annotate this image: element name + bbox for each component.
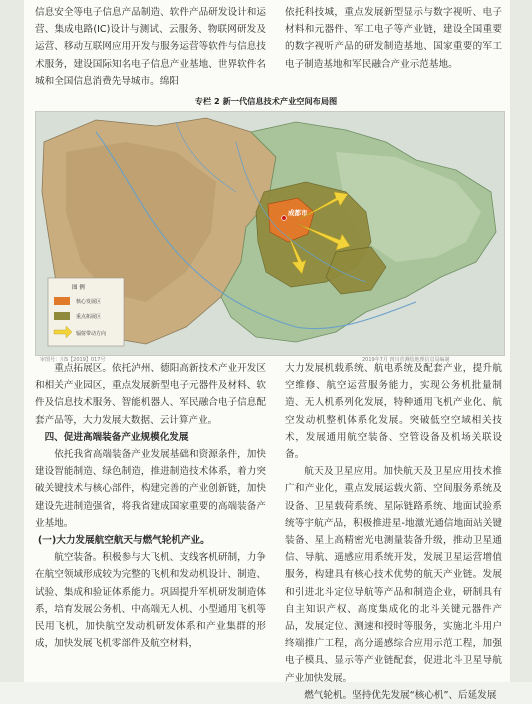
top-left-paragraph: 信息安全等电子信息产品制造、软件产品研发设计和运营、集成电路(IC)设计与测试、云服务、物联网研发及运营、移动互联网应用开发与服务运营等软件与信息技术服务，建设国际知名电子信息产业基地、世界软件名城和全国信息消费先导城市。绵阳 <box>35 7 266 87</box>
figure-title: 专栏 2 新一代信息技术产业空间布局图 <box>194 96 338 106</box>
section-heading: 四、促进高端装备产业规模化发展 <box>44 431 189 443</box>
legend-label-core: 核心发展区 <box>76 299 102 305</box>
legend-label-expansion: 重点拓展区 <box>76 314 102 320</box>
lower-right-column <box>285 360 502 704</box>
legend-swatch-core <box>54 297 70 305</box>
top-right-column <box>285 4 502 73</box>
legend-label-arrow: 辐射带动方向 <box>76 331 107 337</box>
lower-left-column <box>35 360 266 652</box>
right-paragraph-2: 航天及卫星应用。加快航天及卫星应用技术推广和产业化，重点发展运载火箭、空间服务系统及设备、卫星载荷系统、星际链路系统、地面试验系统等宇航产品，积极推进星-地激光通信地面站关键装备、星上高精密光电测量装备升级，推动卫星通信、导航、遥感应用系统开发，发展卫星运营增值服务，构建具有核心技术优势的航天产业链。发展和引进北斗定位导航等产品和制造企业，研制具有自主知识产权、高度集成化的北斗关键元器件产品，发展定位、测速和授时等服务，实施北斗用户终端推广工程，高分遥感综合应用示范工程，加强电子模具、显示等产业链配套，促进北斗卫星导航产业加快发展。 <box>285 466 502 684</box>
subsection-heading: (一)大力发展航空航天与燃气轮机产业。 <box>37 535 210 547</box>
city-label: 成都市 <box>288 209 308 217</box>
map-graphic <box>36 112 504 355</box>
legend-title: 图 例 <box>72 285 85 291</box>
left-paragraph-1: 重点拓展区。依托泸州、德阳高新技术产业开发区和相关产业园区，重点发展新型电子元器件及材料、软件及信息技术服务、智能机器人、军民融合电子信息配套产品等，大力发展大数据、云计算产业。 <box>35 363 266 426</box>
left-paragraph-3: 航空装备。积极参与大飞机、支线客机研制，力争在航空领域形成较为完整的飞机和发动机设计、制造、试验、集成和验证体系能力。巩固提升军机研发制造体系，培育发展公务机、中高端无人机、小型通用飞机等民用飞机，加快航空发动机研发体系和产业集群的形成，加快发展飞机零部件及航空材料， <box>35 552 266 650</box>
top-left-column <box>35 4 266 90</box>
top-right-paragraph: 依托科技城，重点发展新型显示与数字视听、电子材料和元器件、军工电子等产业链，建设全国重要的数字视听产品的研发制造基地、国家重要的军工电子制造基地和军民融合产业示范基地。 <box>285 7 502 70</box>
map-credit-left: 审图号：川S【2019】017号 <box>40 357 106 363</box>
right-paragraph-1: 大力发展机载系统、航电系统及配套产业，提升航空维修、航空运营服务能力，实现公务机批量制造、无人机系列化发展，特种通用飞机产业化、航空发动机整机体系化发展。突破低空空域相关技术，发展通用航空装备、空管设备及机场关联设备。 <box>285 363 502 461</box>
right-paragraph-3: 燃气轮机。坚持优先发展“核心机”、后延发展 <box>304 689 497 701</box>
spatial-layout-map <box>35 111 505 356</box>
legend-swatch-expansion <box>54 312 70 320</box>
left-paragraph-2: 依托我省高端装备产业发展基础和资源条件，加快建设智能制造、绿色制造，推进制造技术体系，着力突破关键技术与核心部件，构建完善的产业创新链，加快建设先进制造强省，将我省建成国家重要的高端装备产业基地。 <box>35 449 266 529</box>
chengdu-marker <box>282 216 287 221</box>
map-credit-right: 2019年7月 四川省测绘地理信息局编制 <box>362 357 450 363</box>
